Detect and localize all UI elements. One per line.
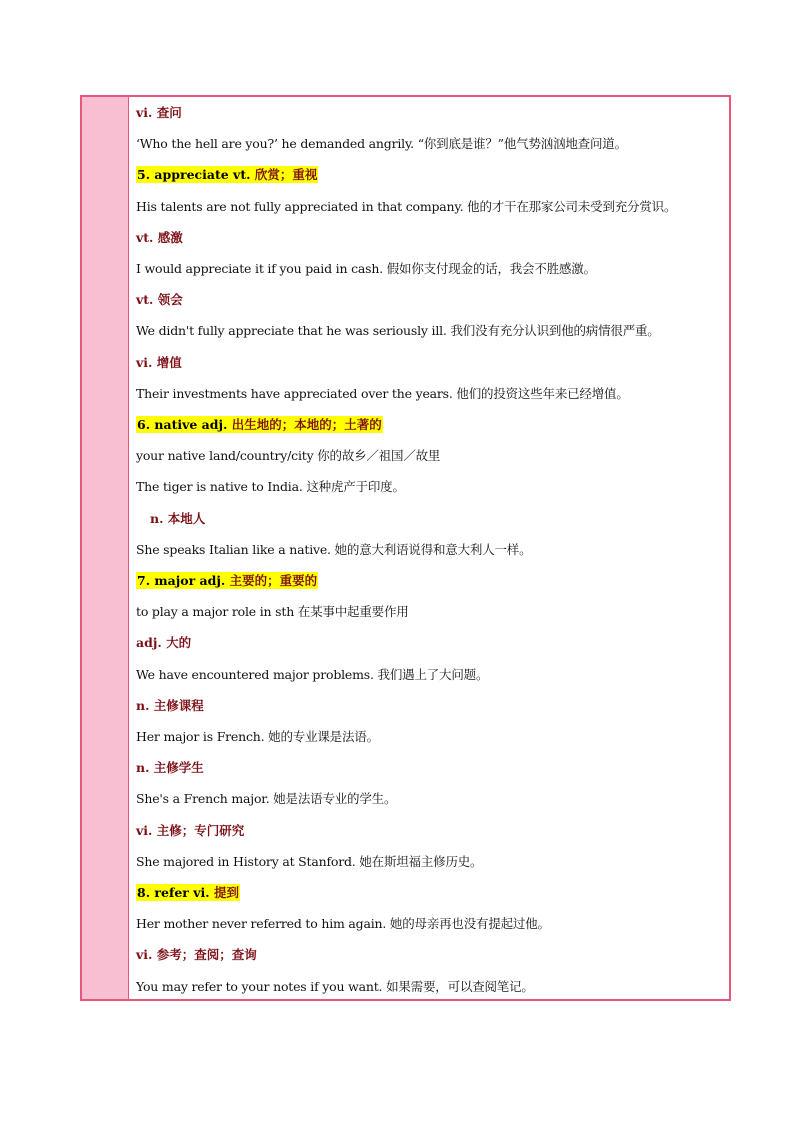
headword-text: 8. refer vi.	[137, 885, 214, 900]
entry-heading	[136, 571, 318, 591]
example-sentence: Their investments have appreciated over the years. 他们的投资这些年来已经增值。	[136, 385, 629, 401]
example-sentence: She speaks Italian like a native. 她的意大利语说得和意大利人一样。	[136, 541, 532, 557]
entry-heading	[136, 883, 240, 903]
part-of-speech-label: n. 本地人	[150, 510, 206, 526]
headword-meaning: 提到	[213, 885, 239, 900]
vocabulary-table	[80, 95, 731, 1001]
headword-text: 5. appreciate vt.	[137, 167, 255, 183]
headword-text: 6. native adj.	[137, 417, 232, 432]
example-sentence: your native land/country/city 你的故乡／祖国／故里	[136, 448, 441, 464]
part-of-speech-label: vi. 查问	[136, 105, 182, 120]
example-sentence: You may refer to your notes if you want. 如果需要，可以查阅笔记。	[136, 978, 534, 994]
left-column-shading	[82, 97, 129, 999]
example-sentence: We have encountered major problems. 我们遇上了大问题。	[136, 666, 489, 682]
part-of-speech-label: vi. 增值	[136, 354, 182, 370]
example-sentence: His talents are not fully appreciated in that company. 他的才干在那家公司未受到充分赏识。	[136, 198, 677, 214]
entry-heading	[136, 415, 383, 435]
example-sentence: We didn't fully appreciate that he was seriously ill. 我们没有充分认识到他的病情很严重。	[136, 323, 660, 339]
headword-meaning: 出生地的；本地的；土著的	[231, 417, 382, 432]
example-sentence: She's a French major. 她是法语专业的学生。	[136, 791, 397, 807]
example-sentence: Her major is French. 她的专业课是法语。	[136, 729, 379, 744]
entry-heading	[136, 165, 318, 185]
headword-meaning: 主要的；重要的	[229, 573, 318, 588]
example-sentence: ‘Who the hell are you?’ he demanded angrily. “你到底是谁？”他气势汹汹地查问道。	[136, 136, 627, 152]
part-of-speech-label: adj. 大的	[136, 635, 192, 651]
headword-text: 7. major adj.	[137, 573, 230, 588]
example-sentence: The tiger is native to India. 这种虎产于印度。	[136, 479, 405, 495]
highlighted-headword	[136, 572, 318, 589]
part-of-speech-label: vt. 领会	[136, 292, 183, 308]
example-sentence: Her mother never referred to him again. 她的母亲再也没有提起过他。	[136, 916, 550, 932]
headword-meaning: 欣赏；重视	[254, 167, 318, 183]
example-sentence: I would appreciate it if you paid in cash. 假如你支付现金的话，我会不胜感激。	[136, 261, 596, 276]
part-of-speech-label: vi. 主修；专门研究	[136, 822, 245, 838]
part-of-speech-label: vt. 感激	[136, 229, 183, 245]
example-sentence: to play a major role in sth 在某事中起重要作用	[136, 604, 409, 620]
highlighted-headword	[136, 416, 383, 433]
highlighted-headword	[136, 884, 240, 901]
highlighted-headword	[136, 166, 318, 183]
part-of-speech-label: n. 主修学生	[136, 760, 204, 776]
part-of-speech-label: n. 主修课程	[136, 697, 204, 713]
example-sentence: She majored in History at Stanford. 她在斯坦福主修历史。	[136, 853, 483, 869]
part-of-speech-label: vi. 参考；查阅；查询	[136, 947, 257, 963]
